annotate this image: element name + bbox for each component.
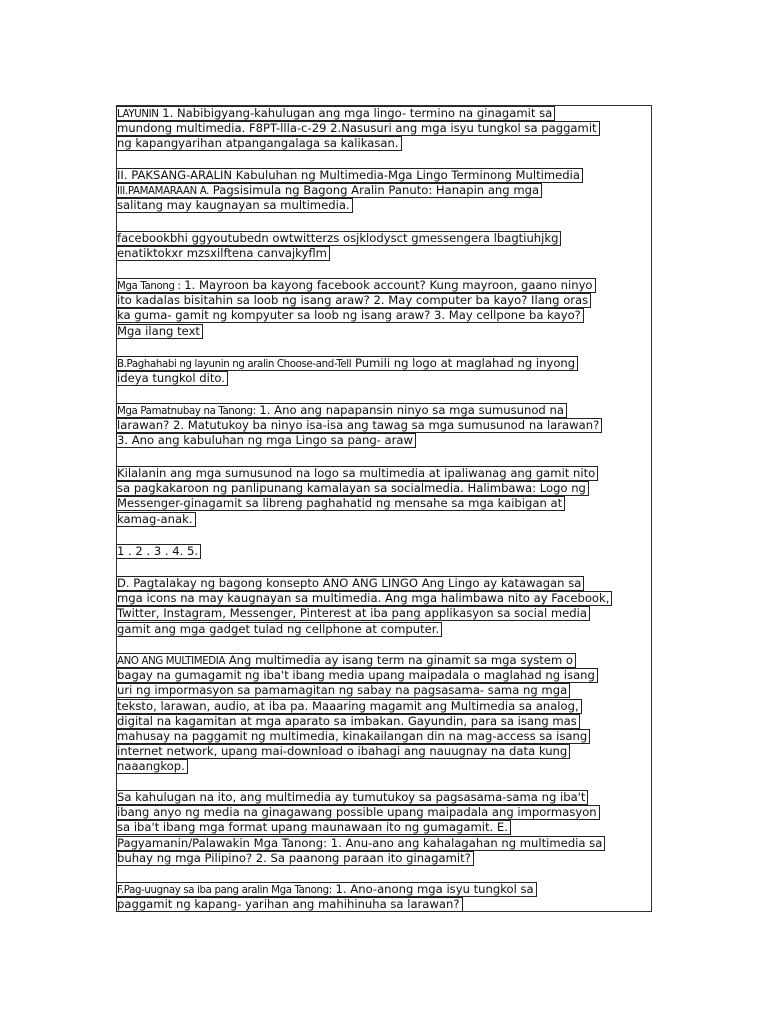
text-line: teksto, larawan, audio, at iba pa. Maaaring magamit ang Multimedia sa analog, (116, 699, 582, 714)
text-line: mga icons na may kaugnayan sa multimedia. Ang mga halimbawa nito ay Facebook, (116, 591, 612, 606)
text-line: naaangkop. (116, 759, 188, 774)
paragraph-paghahabi (116, 356, 656, 386)
text-line: LAYUNIN 1. Nabibigyang-kahulugan ang mga lingo- termino na ginagamit sa (116, 106, 555, 121)
paragraph-pag-uugnay (116, 882, 656, 912)
text-line: F.Pag-uugnay sa iba pang aralin Mga Tanong: 1. Ano-anong mga isyu tungkol sa (116, 882, 537, 897)
text-line: bagay na gumagamit ng iba't ibang media upang maipadala o maglahad ng isang (116, 668, 598, 683)
text-line: facebookbhi ggyoutubedn owtwitterzs osjklodysct gmessengera lbagtiuhjkg (116, 231, 561, 246)
text-line: ANO ANG MULTIMEDIA Ang multimedia ay isang term na ginamit sa mga system o (116, 653, 576, 668)
paragraph-paksang-aralin (116, 168, 656, 214)
paragraph-multimedia (116, 653, 656, 775)
text-line: digital na kagamitan at mga aparato sa imbakan. Gayundin, para sa isang mas (116, 714, 580, 729)
text-line: III.PAMAMARAAN A. Pagsisimula ng Bagong Aralin Panuto: Hanapin ang mga (116, 183, 542, 198)
text-line: salitang may kaugnayan sa multimedia. (116, 198, 353, 213)
text-line: ideya tungkol dito. (116, 371, 228, 386)
text-line: Kilalanin ang mga sumusunod na logo sa multimedia at ipaliwanag ang gamit nito (116, 466, 598, 481)
text-line: internet network, upang mai-download o ibahagi ang nauugnay na data kung (116, 744, 570, 759)
text-line: Messenger-ginagamit sa libreng paghahatid ng mensahe sa mga kaibigan at (116, 496, 565, 511)
text-line: ito kadalas bisitahin sa loob ng isang araw? 2. May computer ba kayo? Ilang oras (116, 293, 591, 308)
text-line: gamit ang mga gadget tulad ng cellphone at computer. (116, 622, 442, 637)
paragraph-pamatnubay (116, 403, 656, 449)
text-line: buhay ng mga Pilipino? 2. Sa paanong paraan ito ginagamit? (116, 851, 474, 866)
text-line: D. Pagtalakay ng bagong konsepto ANO ANG LINGO Ang Lingo ay katawagan sa (116, 576, 584, 591)
text-line: mahusay na paggamit ng multimedia, kinakailangan din na mag-access sa isang (116, 729, 590, 744)
text-line: B.Paghahabi ng layunin ng aralin Choose-and-Tell Pumili ng logo at maglahad ng inyong (116, 356, 578, 371)
text-line: larawan? 2. Matutukoy ba ninyo isa-isa ang tawag sa mga sumusunod na larawan? (116, 418, 602, 433)
text-line: Pagyamanin/Palawakin Mga Tanong: 1. Anu-ano ang kahalagahan ng multimedia sa (116, 836, 605, 851)
text-line: ng kapangyarihan atpangangalaga sa kalikasan. (116, 136, 402, 151)
text-line: uri ng impormasyon sa pamamagitan ng sabay na pagsasama- sama ng mga (116, 683, 570, 698)
text-line: Twitter, Instagram, Messenger, Pinterest at iba pang applikasyon sa social media (116, 606, 590, 621)
paragraph-kahulugan (116, 790, 656, 866)
text-line: Sa kahulugan na ito, ang multimedia ay tumutukoy sa pagsasama-sama ng iba't (116, 790, 588, 805)
text-line: Mga Tanong : 1. Mayroon ba kayong facebook account? Kung mayroon, gaano ninyo (116, 278, 596, 293)
text-line: 1 . 2 . 3 . 4. 5. (116, 544, 201, 559)
text-line: 3. Ano ang kabuluhan ng mga Lingo sa pang- araw (116, 433, 416, 448)
text-line: ka guma- gamit ng kompyuter sa loob ng isang araw? 3. May cellpone ba kayo? (116, 308, 584, 323)
paragraph-mga-tanong (116, 278, 656, 339)
paragraph-word-puzzle (116, 231, 656, 261)
text-line: mundong multimedia. F8PT-llla-c-29 2.Nasusuri ang mga isyu tungkol sa paggamit (116, 121, 600, 136)
text-line: II. PAKSANG-ARALIN Kabuluhan ng Multimedia-Mga Lingo Terminong Multimedia (116, 168, 583, 183)
paragraph-numbers (116, 544, 656, 559)
text-line: paggamit ng kapang- yarihan ang mahihinuha sa larawan? (116, 897, 463, 912)
paragraph-layunin (116, 106, 656, 152)
text-line: sa iba't ibang mga format upang maunawaan ito ng gumagamit. E. (116, 820, 511, 835)
text-line: Mga ilang text (116, 324, 203, 339)
text-line: kamag-anak. (116, 512, 196, 527)
paragraph-kilalanin (116, 466, 656, 527)
text-line: enatiktokxr mzsxilftena canvajkyflm (116, 246, 330, 261)
text-line: Mga Pamatnubay na Tanong: 1. Ano ang napapansin ninyo sa mga sumusunod na (116, 403, 567, 418)
text-line: sa pagkakaroon ng panlipunang kamalayan sa socialmedia. Halimbawa: Logo ng (116, 481, 589, 496)
paragraph-pagtalakay (116, 576, 656, 637)
text-line: ibang anyo ng media na ginagawang possible upang maipadala ang impormasyon (116, 805, 600, 820)
